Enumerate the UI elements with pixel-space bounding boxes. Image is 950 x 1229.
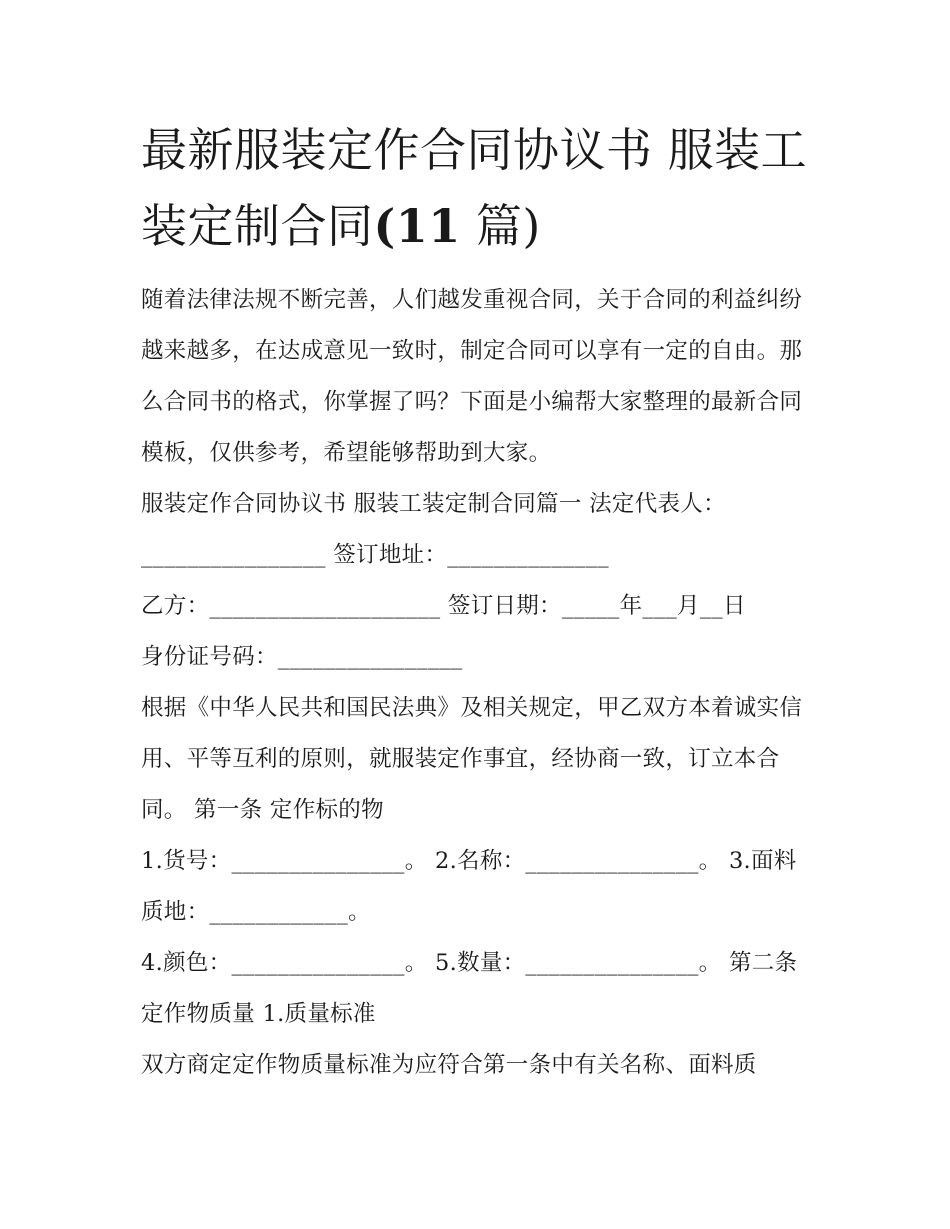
title-count: (11 [373, 199, 461, 253]
title-text: 最新服装定作合同协议书 服装工装定制合同 [141, 123, 808, 253]
item-fields-line-2: 4.颜色：_______________。 5.数量：_______________。 第二条 定作物质量 1.质量标准 [141, 950, 805, 1027]
quality-paragraph: 双方商定定作物质量标准为应符合第一条中有关名称、面料质 [141, 1052, 757, 1078]
intro-paragraph: 随着法律法规不断完善，人们越发重视合同，关于合同的利益纠纷越来越多，在达成意见一致时，制定合同可以享有一定的自由。那么合同书的格式，你掌握了吗？下面是小编帮大家整理的最新合同模板，仅供参考，希望能够帮助到大家。 [141, 287, 803, 466]
item-fields-line-1: 1.货号：_______________。 2.名称：_______________。 3.面料质地：____________。 [141, 848, 797, 925]
sign-address-line: ________________ 签订地址：______________ [141, 542, 609, 568]
title-suffix: 篇) [460, 199, 541, 253]
party-b-date-line: 乙方：____________________ 签订日期：_____年___月__日 [141, 593, 746, 619]
basis-paragraph: 根据《中华人民共和国民法典》及相关规定，甲乙双方本着诚实信用、平等互利的原则，就服装定作事宜，经协商一致，订立本合同。 第一条 定作标的物 [141, 695, 803, 823]
id-number-line: 身份证号码：________________ [141, 644, 463, 670]
section-heading-line: 服装定作合同协议书 服装工装定制合同篇一 法定代表人： [141, 491, 726, 517]
document-title [141, 112, 813, 264]
document-page [141, 112, 813, 1091]
